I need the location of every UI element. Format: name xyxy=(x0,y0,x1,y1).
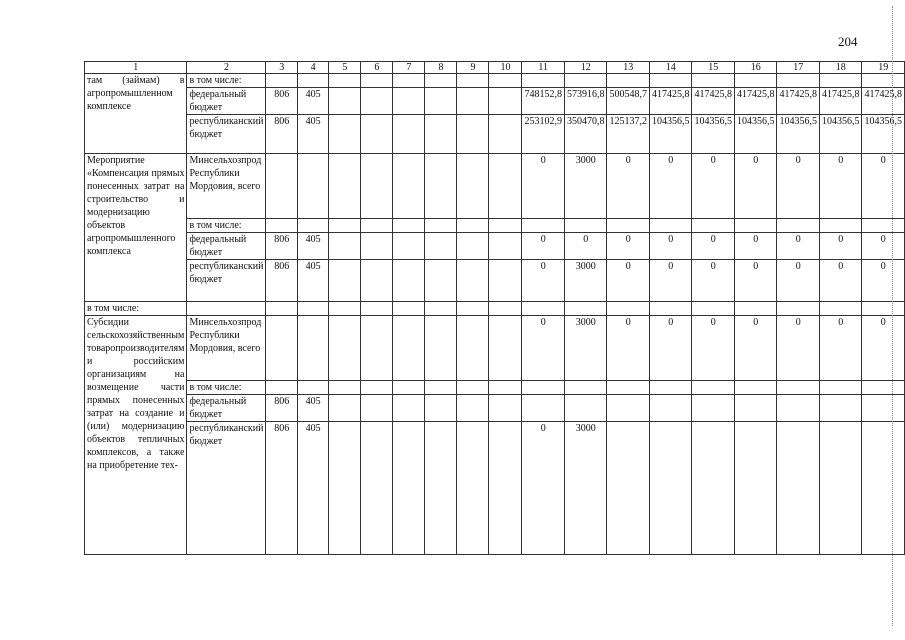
table-row xyxy=(85,316,905,381)
value-cell: 0 xyxy=(819,316,862,381)
value-cell: 417425,8 xyxy=(734,88,777,115)
column-number-row xyxy=(85,62,905,74)
value-cell: 0 xyxy=(777,316,820,381)
value-cell: 0 xyxy=(607,316,650,381)
column-number: 18 xyxy=(819,62,862,74)
table-row xyxy=(85,88,905,115)
row-label: в том числе: xyxy=(187,74,266,88)
value-cell: 253102,9 xyxy=(522,115,565,154)
column-number: 10 xyxy=(489,62,522,74)
value-cell: 0 xyxy=(522,233,565,260)
value-cell: 0 xyxy=(734,154,777,219)
column-number: 13 xyxy=(607,62,650,74)
table-row xyxy=(85,219,905,233)
value-cell: 417425,8 xyxy=(649,88,692,115)
section-code: 405 xyxy=(297,115,328,154)
value-cell: 0 xyxy=(607,233,650,260)
table-row xyxy=(85,115,905,154)
value-cell: 0 xyxy=(777,154,820,219)
value-cell: 417425,8 xyxy=(692,88,735,115)
section-code: 405 xyxy=(297,88,328,115)
column-number: 8 xyxy=(425,62,457,74)
value-cell: 0 xyxy=(522,422,565,555)
column-number: 1 xyxy=(85,62,187,74)
value-cell: 0 xyxy=(692,154,735,219)
admin-code: 806 xyxy=(266,233,297,260)
value-cell: 0 xyxy=(649,154,692,219)
value-cell: 0 xyxy=(862,260,905,302)
admin-code: 806 xyxy=(266,422,297,555)
table-row xyxy=(85,302,905,316)
column-number: 16 xyxy=(734,62,777,74)
column-number: 9 xyxy=(457,62,489,74)
value-cell: 0 xyxy=(522,260,565,302)
value-cell: 104356,5 xyxy=(649,115,692,154)
table-row xyxy=(85,381,905,395)
value-cell: 104356,5 xyxy=(692,115,735,154)
value-cell: 0 xyxy=(649,316,692,381)
value-cell: 0 xyxy=(564,233,607,260)
row-label: республиканский бюджет xyxy=(187,422,266,555)
value-cell: 3000 xyxy=(564,154,607,219)
value-cell: 125137,2 xyxy=(607,115,650,154)
column-number: 11 xyxy=(522,62,565,74)
budget-table xyxy=(84,61,905,555)
value-cell: 0 xyxy=(734,260,777,302)
value-cell: 3000 xyxy=(564,260,607,302)
value-cell: 417425,8 xyxy=(819,88,862,115)
value-cell: 0 xyxy=(862,316,905,381)
column-number: 15 xyxy=(692,62,735,74)
row-label: республиканский бюджет xyxy=(187,260,266,302)
value-cell: 0 xyxy=(777,233,820,260)
value-cell: 104356,5 xyxy=(734,115,777,154)
value-cell: 0 xyxy=(522,316,565,381)
value-cell: 0 xyxy=(649,260,692,302)
value-cell: 3000 xyxy=(564,422,607,555)
column-number: 7 xyxy=(393,62,425,74)
table-row xyxy=(85,260,905,302)
admin-code: 806 xyxy=(266,260,297,302)
value-cell: 104356,5 xyxy=(777,115,820,154)
column-number: 6 xyxy=(361,62,393,74)
column-number: 2 xyxy=(187,62,266,74)
value-cell: 0 xyxy=(862,233,905,260)
value-cell: 573916,8 xyxy=(564,88,607,115)
measure-description: Мероприятие «Компенсация прямых понесенных затрат на строительство и модернизацию объектов агропромышленного комплекса xyxy=(85,154,187,302)
row-label: федеральный бюджет xyxy=(187,233,266,260)
value-cell: 0 xyxy=(607,260,650,302)
section-code: 405 xyxy=(297,422,328,555)
row-label: федеральный бюджет xyxy=(187,88,266,115)
value-cell: 0 xyxy=(522,154,565,219)
value-cell: 3000 xyxy=(564,316,607,381)
value-cell: 0 xyxy=(862,154,905,219)
page-number: 204 xyxy=(838,34,858,49)
table-row xyxy=(85,154,905,219)
value-cell: 0 xyxy=(819,260,862,302)
value-cell: 0 xyxy=(777,260,820,302)
column-number: 3 xyxy=(266,62,297,74)
value-cell: 500548,7 xyxy=(607,88,650,115)
value-cell: 417425,8 xyxy=(777,88,820,115)
measure-description: Субсидии сельскохозяйственным товаропроизводителям и российским организациям на возмещение части прямых понесенных затрат на создание и (или) модернизацию объектов тепличных комплексов, а также на приобретение тех- xyxy=(85,316,187,555)
table-row xyxy=(85,395,905,422)
value-cell: 0 xyxy=(692,233,735,260)
value-cell: 0 xyxy=(649,233,692,260)
value-cell: 104356,5 xyxy=(819,115,862,154)
value-cell: 0 xyxy=(692,260,735,302)
row-label: в том числе: xyxy=(85,302,187,316)
table-row xyxy=(85,233,905,260)
value-cell: 0 xyxy=(734,316,777,381)
admin-code: 806 xyxy=(266,115,297,154)
row-label: федеральный бюджет xyxy=(187,395,266,422)
column-number: 4 xyxy=(297,62,328,74)
column-number: 19 xyxy=(862,62,905,74)
row-label: Минсельхозпрод Республики Мордовия, всего xyxy=(187,316,266,381)
column-number: 12 xyxy=(564,62,607,74)
value-cell: 0 xyxy=(819,154,862,219)
row-label: Минсельхозпрод Республики Мордовия, всего xyxy=(187,154,266,219)
value-cell: 748152,8 xyxy=(522,88,565,115)
column-number: 5 xyxy=(329,62,361,74)
value-cell: 0 xyxy=(607,154,650,219)
measure-description: там (займам) в агропромышленном комплексе xyxy=(85,74,187,154)
admin-code: 806 xyxy=(266,395,297,422)
scan-edge-mark xyxy=(892,6,899,626)
value-cell: 104356,5 xyxy=(862,115,905,154)
column-number: 14 xyxy=(649,62,692,74)
row-label: в том числе: xyxy=(187,219,266,233)
value-cell: 0 xyxy=(692,316,735,381)
value-cell: 0 xyxy=(819,233,862,260)
section-code: 405 xyxy=(297,260,328,302)
value-cell: 350470,8 xyxy=(564,115,607,154)
column-number: 17 xyxy=(777,62,820,74)
row-label: республиканский бюджет xyxy=(187,115,266,154)
admin-code: 806 xyxy=(266,88,297,115)
section-code: 405 xyxy=(297,233,328,260)
value-cell: 417425,8 xyxy=(862,88,905,115)
table-row xyxy=(85,74,905,88)
row-label: в том числе: xyxy=(187,381,266,395)
table-row xyxy=(85,422,905,555)
value-cell: 0 xyxy=(734,233,777,260)
section-code: 405 xyxy=(297,395,328,422)
